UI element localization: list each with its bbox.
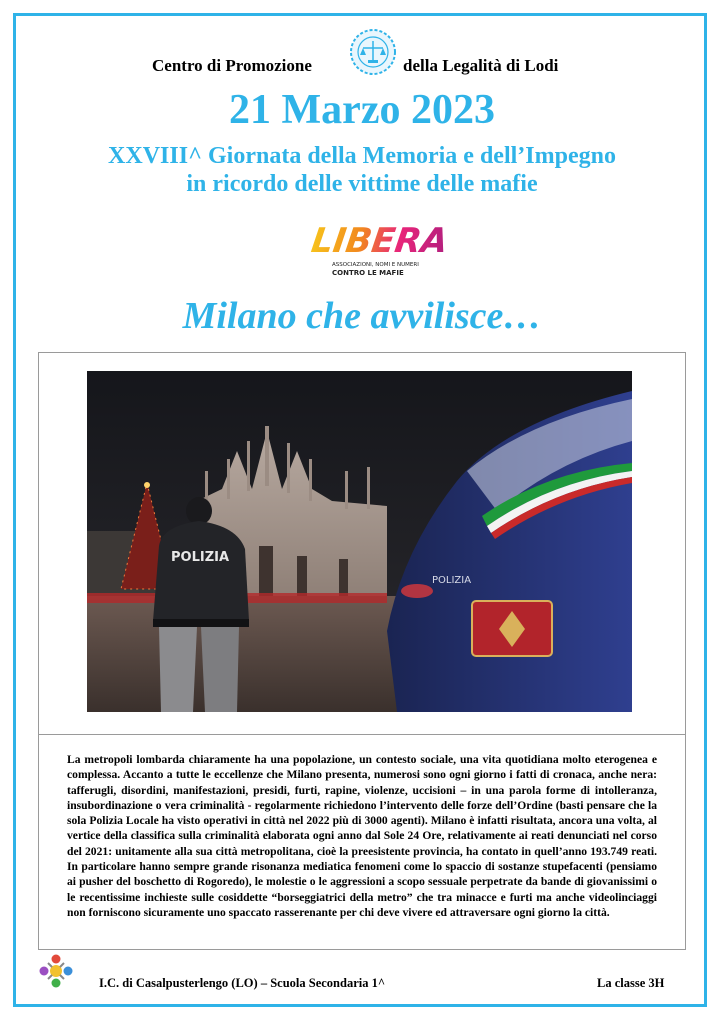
event-subtitle bbox=[0, 142, 724, 198]
event-subtitle-line1: XXVIII^ Giornata della Memoria e dell’Impegno bbox=[108, 143, 616, 169]
event-subtitle-line2: in ricordo delle vittime delle mafie bbox=[186, 171, 538, 197]
event-date: 21 Marzo 2023 bbox=[229, 87, 495, 133]
header-left-text: Centro di Promozione bbox=[152, 56, 312, 75]
vest-text: POLIZIA bbox=[171, 550, 230, 565]
footer-school: I.C. di Casalpusterlengo (LO) – Scuola Secondaria 1^ bbox=[99, 976, 386, 990]
car-text: POLIZIA bbox=[432, 575, 472, 586]
footer-class: La classe 3H bbox=[597, 976, 665, 990]
photo-divider bbox=[38, 734, 686, 735]
milan-cathedral-police-photo bbox=[87, 371, 632, 712]
school-logo-icon bbox=[38, 953, 74, 989]
article-text: La metropoli lombarda chiaramente ha una popolazione, un contesto sociale, una vita quotidiana molto eterogenea e complessa. Accanto a tutte le eccellenze che Milano presenta, numerosi sono ogni giorno i fatti di cronaca, anche nera: tafferugli, disordini, manifestazioni, presidi, furti, rapine, violenze, uccisioni – in una parola forme di intolleranza, insubordinazione o vera criminalità - regolarmente richiedono l’intervento delle forze dell’Ordine (basti pensare che la sola Polizia Locale ha visto operativi in città nel 2022 più di 3000 agenti). Milano è infatti risultata, ancora una volta, al vertice della classifica sulla criminalità elaborata ogni anno dal Sole 24 Ore, relativamente ai reati denunciati nel corso del 2021: unitamente alla sua città metropolitana, cioè la preesistente provincia, ha contato in quell’anno 193.749 reati. In particolare hanno sempre grande risonanza mediatica fenomeni come lo spaccio di sostanze stupefacenti (pensiamo ai pusher del boschetto di Rogoredo), le molestie o le aggressioni a scopo sessuale perpetrate da bande di giovanissimi o le recentissime inchieste sulle cosiddette “borseggiatrici della metro” che tra minacce e furti ma anche videolinciaggi non forniscono sicuramente uno spaccato rasserenante per chi deve vivere ed attraversare ogni giorno la città. bbox=[67, 753, 657, 919]
libera-tagline2: CONTRO LE MAFIE bbox=[332, 269, 404, 277]
libera-tagline1: ASSOCIAZIONI, NOMI E NUMERI bbox=[332, 262, 419, 268]
headline: Milano che avvilisce… bbox=[182, 295, 542, 337]
libera-wordmark: LIBERA bbox=[308, 221, 451, 261]
legality-center-seal-icon bbox=[349, 28, 397, 76]
header-right-text: della Legalità di Lodi bbox=[403, 56, 559, 75]
libera-logo bbox=[308, 210, 451, 280]
